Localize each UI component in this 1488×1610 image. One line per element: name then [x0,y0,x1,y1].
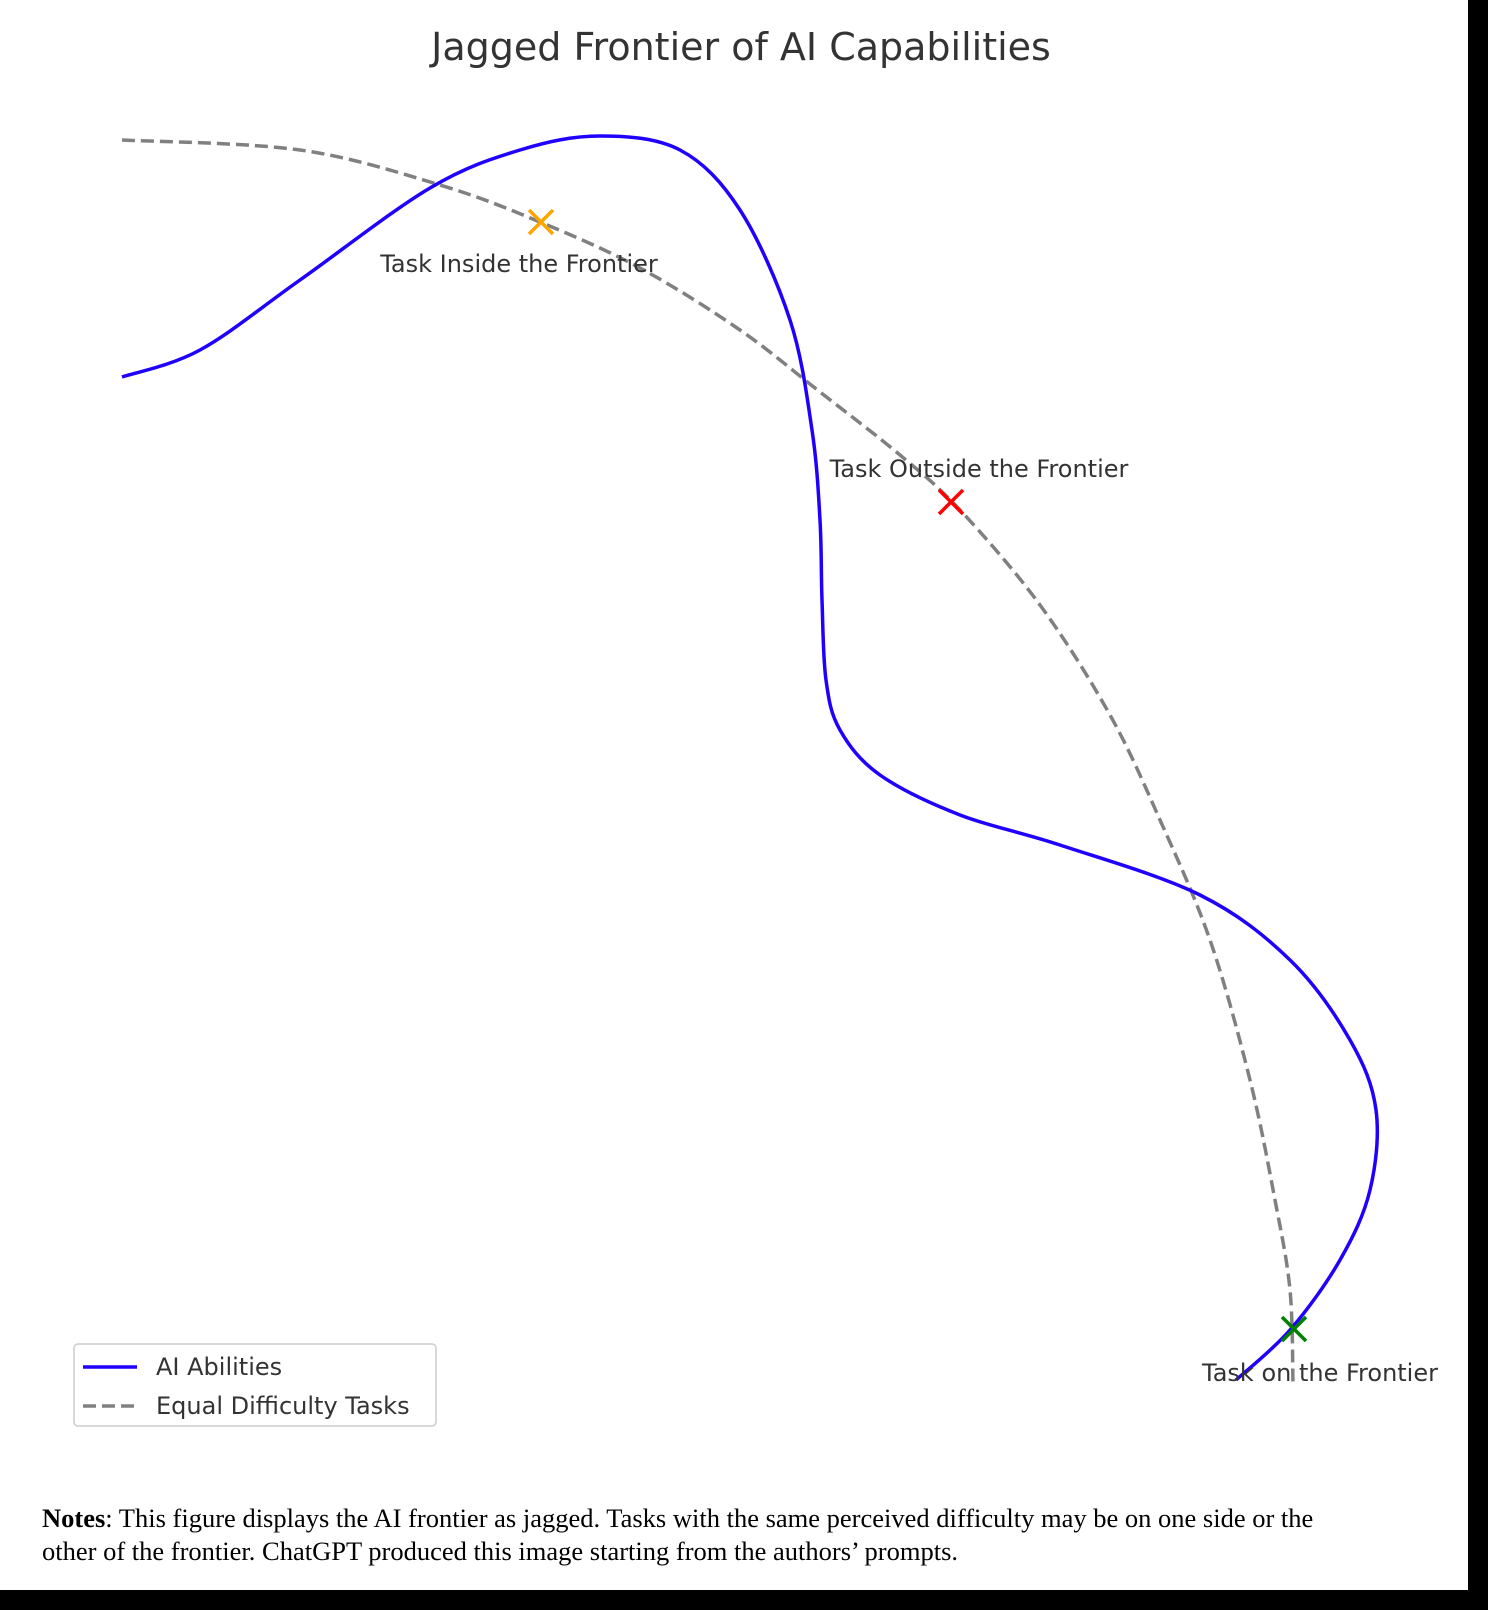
figure-notes [42,1502,1342,1568]
annotation-task-outside: Task Outside the Frontier [829,455,1129,483]
chart-title: Jagged Frontier of AI Capabilities [431,25,1051,69]
ai-abilities-line [122,136,1377,1380]
legend-label-ai-abilities: AI Abilities [156,1353,283,1381]
annotation-task-on: Task on the Frontier [1202,1359,1438,1387]
legend [74,1344,436,1426]
notes-label: Notes [42,1503,106,1533]
legend-label-equal-difficulty: Equal Difficulty Tasks [156,1392,410,1420]
annotation-task-inside: Task Inside the Frontier [380,250,658,278]
x-marker-icon [529,210,553,234]
equal-difficulty-line [122,140,1293,1385]
task-markers [529,210,1306,1341]
notes-text: : This figure displays the AI frontier as jagged. Tasks with the same perceived difficulty may be on one side or the other of the frontier. ChatGPT produced this image starting from the authors’ prompts. [42,1503,1314,1566]
x-marker-icon [939,490,963,514]
